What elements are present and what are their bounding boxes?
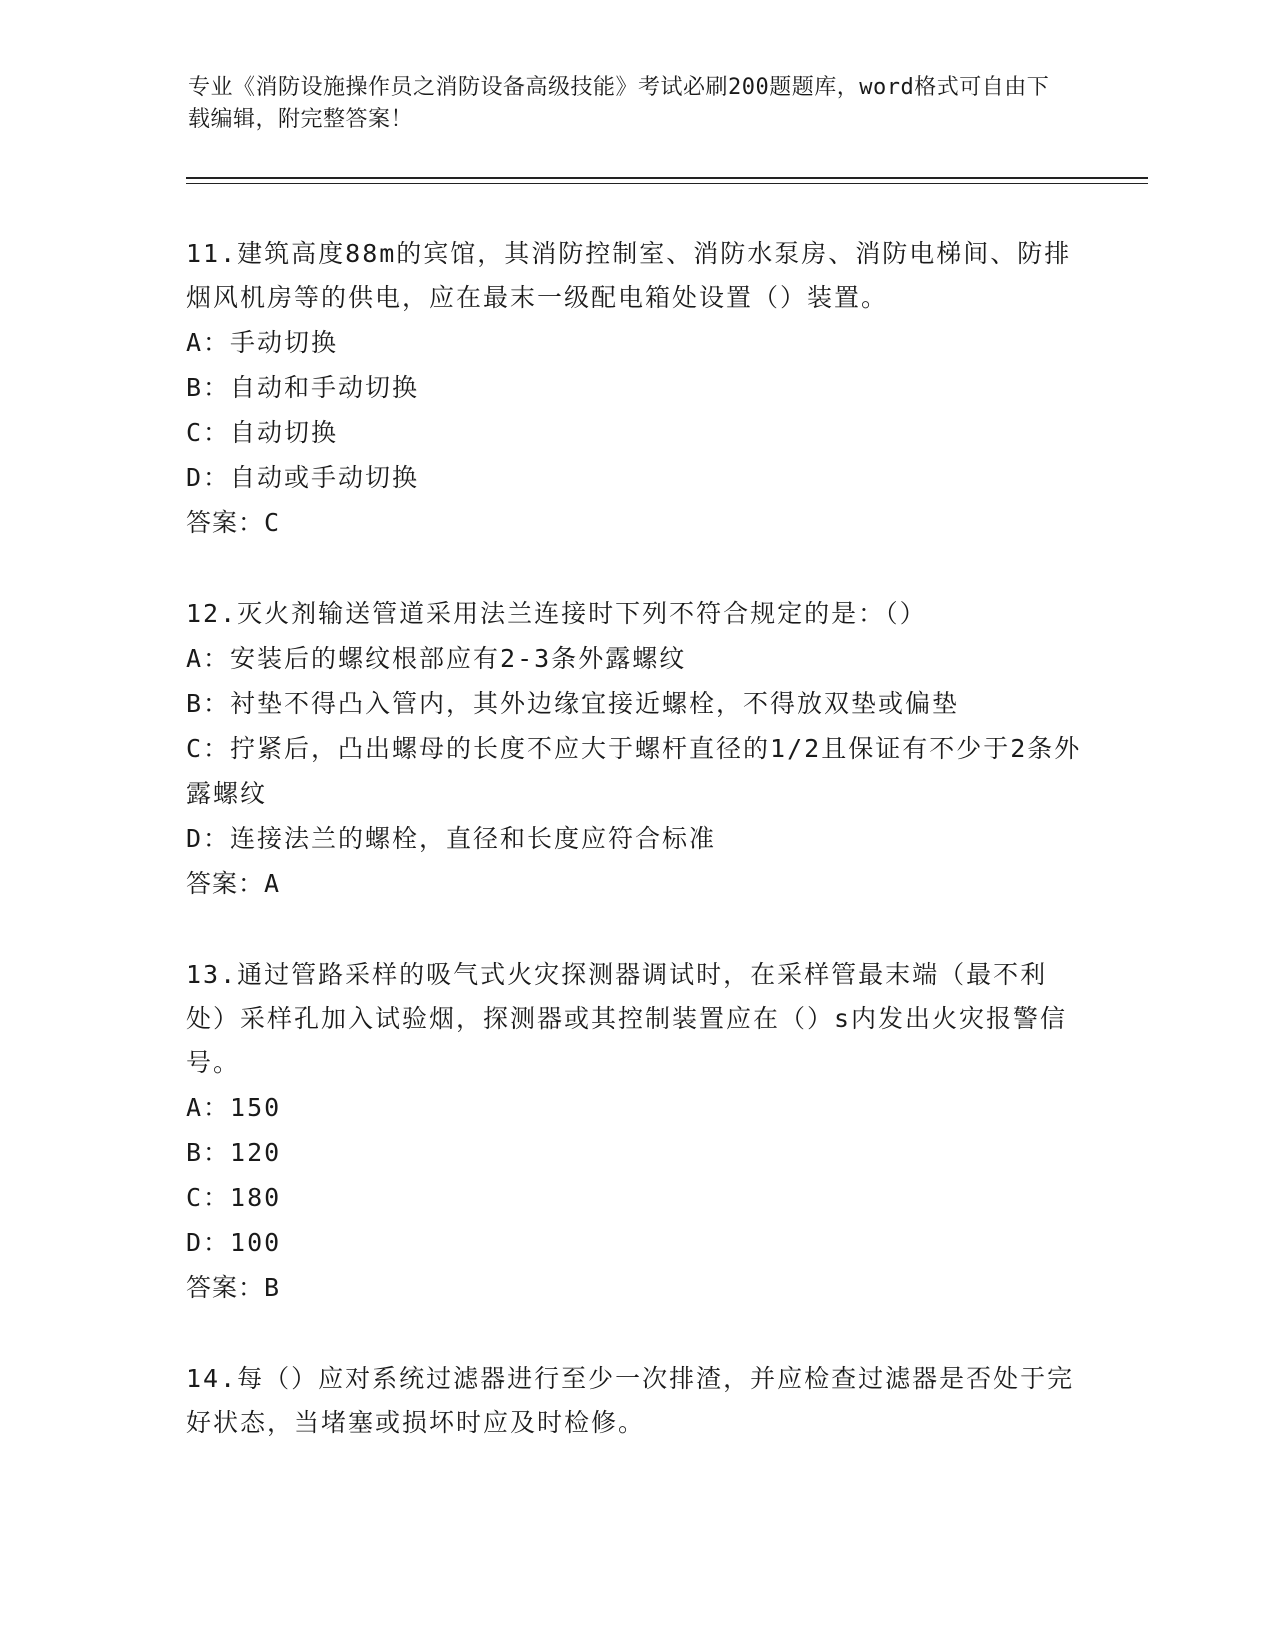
answer-label: 答案： bbox=[186, 869, 265, 898]
question-stem: 12.灭火剂输送管道采用法兰连接时下列不符合规定的是：（） bbox=[186, 599, 927, 628]
question-stem: 13.通过管路采样的吸气式火灾探测器调试时，在采样管最末端（最不利处）采样孔加入试验烟，探测器或其控制装置应在（）s内发出火灾报警信号。 bbox=[186, 960, 1068, 1077]
option-c: C：自动切换 bbox=[186, 418, 339, 447]
option-c: C：拧紧后，凸出螺母的长度不应大于螺杆直径的1/2且保证有不少于2条外露螺纹 bbox=[186, 734, 1082, 808]
answer-line bbox=[186, 500, 1086, 545]
answer-value: C bbox=[264, 508, 281, 537]
option-c: C：180 bbox=[186, 1183, 282, 1212]
question-12 bbox=[186, 592, 1086, 906]
option-d: D：连接法兰的螺栓，直径和长度应符合标准 bbox=[186, 824, 717, 853]
option-a: A：手动切换 bbox=[186, 328, 339, 357]
option-b: B：衬垫不得凸入管内，其外边缘宜接近螺栓，不得放双垫或偏垫 bbox=[186, 689, 960, 718]
answer-value: B bbox=[264, 1273, 281, 1302]
question-11 bbox=[186, 232, 1086, 545]
option-a: A：安装后的螺纹根部应有2-3条外露螺纹 bbox=[186, 644, 687, 673]
answer-label: 答案： bbox=[186, 508, 265, 537]
header-divider-bottom bbox=[186, 183, 1148, 184]
answer-line bbox=[186, 1265, 1086, 1310]
header-divider-top bbox=[186, 177, 1148, 179]
answer-line bbox=[186, 861, 1086, 906]
option-a: A：150 bbox=[186, 1093, 282, 1122]
document-header: 专业《消防设施操作员之消防设备高级技能》考试必刷200题题库，word格式可自由下载编辑，附完整答案！ bbox=[188, 75, 1050, 132]
answer-value: A bbox=[264, 869, 281, 898]
answer-label: 答案： bbox=[186, 1273, 265, 1302]
option-d: D：自动或手动切换 bbox=[186, 463, 420, 492]
option-b: B：自动和手动切换 bbox=[186, 373, 420, 402]
question-stem: 14.每（）应对系统过滤器进行至少一次排渣，并应检查过滤器是否处于完好状态，当堵塞或损坏时应及时检修。 bbox=[186, 1364, 1075, 1437]
option-d: D：100 bbox=[186, 1228, 282, 1257]
question-list bbox=[186, 232, 1086, 1492]
question-13 bbox=[186, 953, 1086, 1310]
question-14 bbox=[186, 1357, 1086, 1445]
question-stem: 11.建筑高度88m的宾馆，其消防控制室、消防水泵房、消防电梯间、防排烟风机房等的供电，应在最末一级配电箱处设置（）装置。 bbox=[186, 239, 1072, 312]
option-b: B：120 bbox=[186, 1138, 282, 1167]
